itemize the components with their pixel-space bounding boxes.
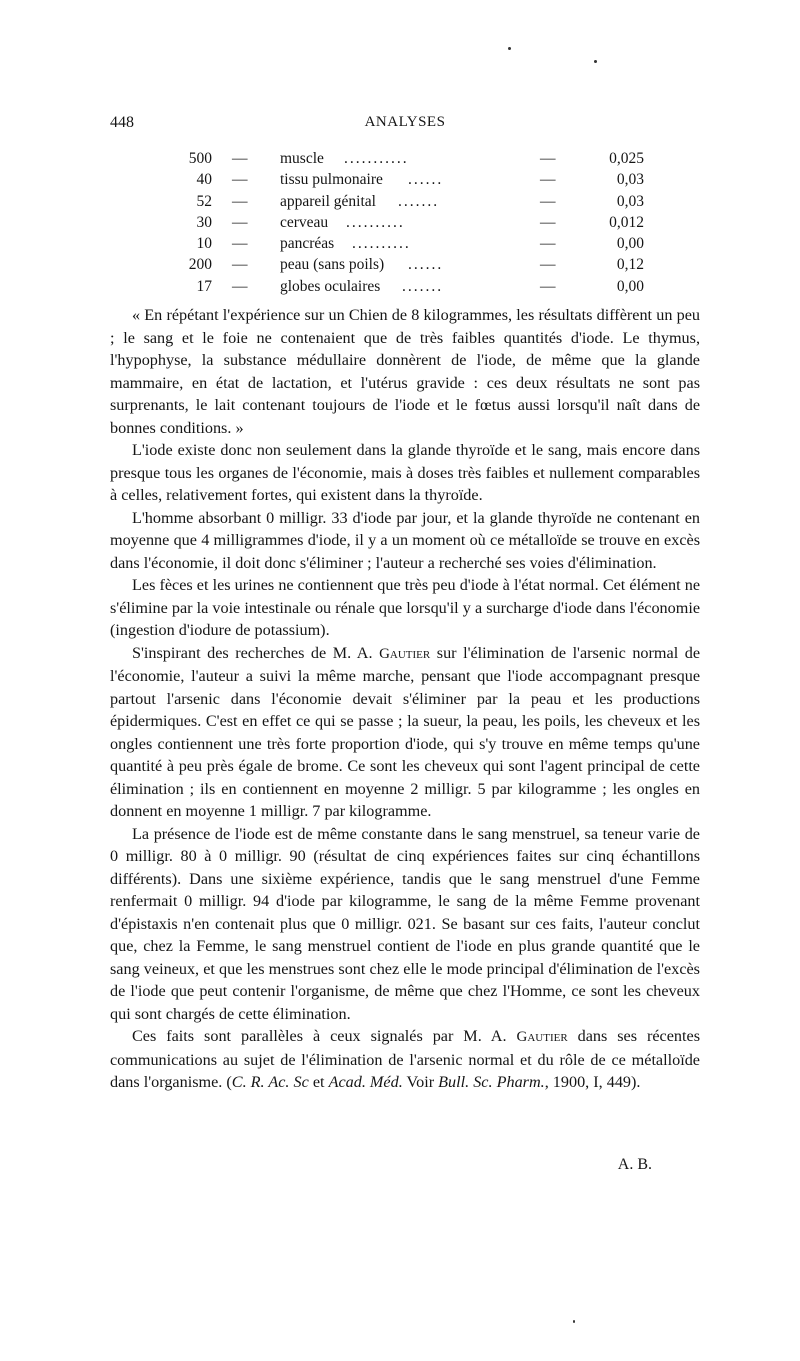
text-run: S'inspirant des recherches de M. A. <box>132 643 380 662</box>
row-dash: — <box>540 277 556 295</box>
paragraph-quoted-experiment: « En répétant l'expérience sur un Chien de 8 kilogrammes, les résultats diffèrent un peu ; le sang et le foie ne contenaient que de très faibles quantités d'iode. Le thymus, l'hypophyse, la substance médullaire donnèrent de l'iode, de même que la glande mammaire, en état de lactation, et l'utérus gravide : ces deux résultats ne sont pas surprenants, le lait contenant toujours de l'iode et le fœtus aussi lorsqu'il naît dans de bonnes conditions. » <box>110 306 700 437</box>
row-quantity: 40 <box>196 171 212 189</box>
row-dash: — <box>540 235 556 253</box>
row-leader-dots: .......... <box>352 235 411 253</box>
page-number: 448 <box>110 114 134 131</box>
row-value: 0,00 <box>616 277 644 295</box>
row-value: 0,03 <box>616 192 644 210</box>
row-dash: — <box>232 277 248 295</box>
row-leader-dots: ...... <box>408 256 444 274</box>
row-dash: — <box>540 150 556 167</box>
row-value: 0,00 <box>616 235 644 253</box>
signature: A. B. <box>617 1156 652 1173</box>
row-dash: — <box>540 171 556 189</box>
paragraph-iodine-distribution: L'iode existe donc non seulement dans la glande thyroïde et le sang, mais encore dans presque tous les organes de l'économie, mais à doses très faibles et nullement comparables à celles, relativement fortes, qui existent dans la thyroïde. <box>110 441 700 504</box>
table-row <box>174 214 644 235</box>
table-row <box>174 235 644 256</box>
row-quantity: 10 <box>196 235 212 253</box>
row-quantity: 52 <box>196 192 212 210</box>
table-row <box>174 193 644 214</box>
scan-speck <box>508 47 511 50</box>
paragraph-iodine-excess: L'homme absorbant 0 milligr. 33 d'iode par jour, et la glande thyroïde ne contenant en moyenne que 4 milligrammes d'iode, il y a un moment où ce métalloïde se trouve en excès dans l'économie, il doit donc s'éliminer ; l'auteur a recherché ses voies d'élimination. <box>110 508 700 572</box>
table-row <box>174 256 644 277</box>
iodine-table <box>174 150 644 299</box>
text-run: Voir <box>402 1073 439 1091</box>
citation: C. R. Ac. Sc <box>231 1073 309 1091</box>
row-value: 0,03 <box>616 171 644 189</box>
text-run: et <box>308 1073 329 1091</box>
row-dash: — <box>540 256 556 274</box>
row-value: 0,025 <box>609 150 644 167</box>
paragraph-menstrual-blood: La présence de l'iode est de même constante dans le sang menstruel, sa teneur varie de 0 milligr. 80 à 0 milligr. 90 (résultat de cinq expériences faites sur cinq échantillons différents). Dans une sixième expérience, tandis que le sang menstruel d'une Femme renfermait 0 milligr. 94 d'iode par kilogramme, le sang de la même Femme provenant d'épistaxis n'en contenait plus que 0 milligr. 021. Se basant sur ces faits, l'auteur conclut que, chez la Femme, le sang menstruel contient de l'iode en plus grande quantité que le sang veineux, et que les menstrues sont chez elle le mode principal d'élimination de l'excès de l'iode que peut contenir l'organisme, de même que chez l'Homme, ce sont les cheveux qui sont chargés de cette élimination. <box>110 824 700 1023</box>
row-dash: — <box>232 192 248 210</box>
row-tissue: cerveau <box>280 213 329 231</box>
row-dash: — <box>540 192 556 210</box>
paragraph-hair-elimination <box>110 642 700 823</box>
row-leader-dots: ...... <box>408 171 444 189</box>
citation: Bull. Sc. Pharm. <box>438 1073 545 1091</box>
row-tissue: peau (sans poils) <box>280 256 385 274</box>
row-dash: — <box>232 213 248 231</box>
row-dash: — <box>232 171 248 189</box>
scan-speck <box>594 60 597 63</box>
row-tissue: muscle <box>280 150 324 167</box>
row-quantity: 200 <box>188 256 212 274</box>
running-title: ANALYSES <box>364 114 446 130</box>
row-dash: — <box>232 150 248 167</box>
row-leader-dots: ....... <box>402 277 444 295</box>
paragraph-references <box>110 1025 700 1094</box>
article-body <box>110 304 700 1094</box>
row-quantity: 30 <box>196 213 212 231</box>
row-dash: — <box>540 213 556 231</box>
scan-speck <box>573 1320 575 1323</box>
row-value: 0,012 <box>609 213 644 231</box>
table-row <box>174 278 644 299</box>
row-tissue: globes oculaires <box>280 277 381 295</box>
row-value: 0,12 <box>616 256 644 274</box>
citation: Acad. Méd. <box>328 1073 403 1091</box>
table-row <box>174 150 644 171</box>
text-run: dans ses récentes communications au sujet de l'élimination de l'arsenic normal et du rôle de ce métalloïde dans l'organisme. ( <box>110 1027 700 1091</box>
author-name: Gautier <box>516 1029 568 1045</box>
row-leader-dots: ........... <box>344 150 409 167</box>
row-tissue: tissu pulmonaire <box>280 171 383 189</box>
text-run: , 1900, I, 449). <box>544 1073 641 1091</box>
row-leader-dots: ....... <box>398 192 440 210</box>
row-quantity: 500 <box>188 150 212 167</box>
paragraph-feces-urine: Les fèces et les urines ne contiennent que très peu d'iode à l'état normal. Cet élément ne s'élimine par la voie intestinale ou rénale que lorsqu'il y a surcharge d'iode dans l'économie (ingestion d'iodure de potassium). <box>110 576 700 639</box>
page-header <box>110 114 700 138</box>
row-dash: — <box>232 256 248 274</box>
author-name: Gautier <box>379 645 431 662</box>
table-row <box>174 171 644 192</box>
row-dash: — <box>232 235 248 253</box>
row-leader-dots: .......... <box>346 213 405 231</box>
row-tissue: appareil génital <box>280 192 376 210</box>
text-run: Ces faits sont parallèles à ceux signalés par M. A. <box>132 1027 517 1045</box>
row-quantity: 17 <box>196 277 212 295</box>
text-run: sur l'élimination de l'arsenic normal de l'économie, l'auteur a suivi la même marche, pensant que l'iode accompagnant presque partout l'arsenic dans l'économie devait s'éliminer par la peau et les productions épidermiques. C'est en effet ce qui se passe ; la sueur, la peau, les poils, les cheveux et les ongles contiennent une très forte proportion d'iode, qui s'y trouve en même temps qu'une quantité à peu près égale de brome. Ce sont les cheveux qui sont l'agent principal de cette élimination ; ils en contiennent en moyenne 2 milligr. 5 par kilogramme ; les ongles en donnent en moyenne 1 milligr. 7 par kilogramme. <box>110 643 700 820</box>
row-tissue: pancréas <box>280 235 335 253</box>
